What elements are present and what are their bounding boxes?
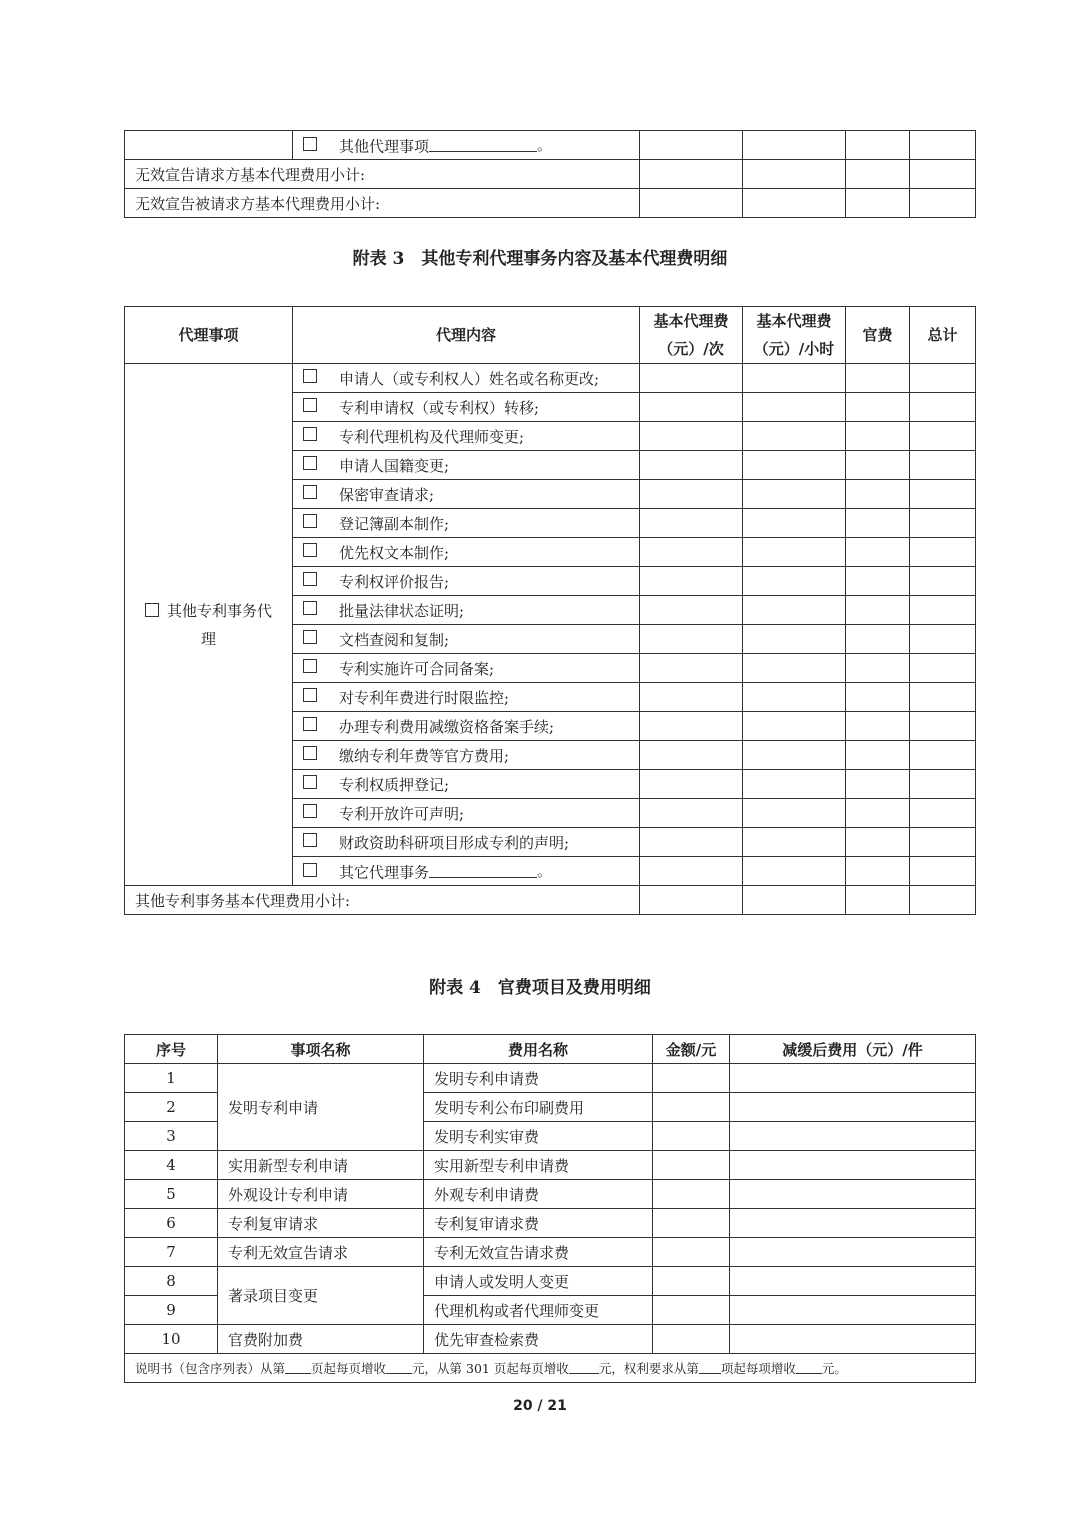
note-text: 说明书（包含序列表）从第 页起每页增收 元，从第 301 页起每页增收 元，权利要求从第 项起每项增收 元。 [125, 1354, 976, 1383]
table-row [125, 160, 976, 189]
reduced-fee-cell [730, 1151, 976, 1180]
item-label: 专利开放许可声明; [339, 804, 465, 823]
checkbox[interactable] [145, 603, 159, 617]
item-label: 申请人国籍变更; [339, 456, 450, 475]
appendix4-title: 附表 4 官费项目及费用明细 [429, 978, 651, 998]
blank-line [796, 1361, 822, 1374]
fee-name: 专利复审请求费 [424, 1209, 653, 1238]
content-cell: 其它代理事务 。 [293, 857, 640, 886]
amount-cell [653, 1180, 730, 1209]
note-row [125, 1354, 976, 1383]
appendix3-title: 附表 3 其他专利代理事务内容及基本代理费明细 [352, 249, 728, 269]
fee-name: 发明专利申请费 [424, 1064, 653, 1093]
checkbox[interactable] [303, 456, 317, 470]
checkbox[interactable] [303, 833, 317, 847]
checkbox[interactable] [303, 863, 317, 877]
content-cell [293, 364, 640, 393]
item-name: 专利无效宣告请求 [218, 1238, 424, 1267]
checkbox[interactable] [303, 717, 317, 731]
fee-name: 发明专利公布印刷费用 [424, 1093, 653, 1122]
item-label: 办理专利费用减缴资格备案手续; [339, 717, 555, 736]
item-label: 对专利年费进行时限监控; [339, 688, 510, 707]
reduced-fee-cell [730, 1238, 976, 1267]
reduced-fee-cell [730, 1064, 976, 1093]
header-no: 序号 [125, 1035, 218, 1064]
table-row [125, 189, 976, 218]
header-amount: 金额/元 [653, 1035, 730, 1064]
subtotal-label: 其他专利事务基本代理费用小计: [125, 886, 640, 915]
item-label: 财政资助科研项目形成专利的声明; [339, 833, 570, 852]
header-item-name: 事项名称 [218, 1035, 424, 1064]
header-item: 代理事项 [125, 307, 293, 364]
item-label: 专利代理机构及代理师变更; [339, 427, 525, 446]
item-name: 专利复审请求 [218, 1209, 424, 1238]
amount-cell [653, 1151, 730, 1180]
header-fee-name: 费用名称 [424, 1035, 653, 1064]
row-number: 7 [125, 1238, 218, 1267]
content-cell [293, 828, 640, 857]
invalidation-fee-table-fragment [124, 130, 976, 218]
content-cell [293, 538, 640, 567]
amount-cell [653, 1267, 730, 1296]
table-header-row [125, 1035, 976, 1064]
row-number: 6 [125, 1209, 218, 1238]
reduced-fee-cell [730, 1209, 976, 1238]
header-reduced-fee: 减缓后费用（元）/件 [730, 1035, 976, 1064]
content-cell [293, 393, 640, 422]
row-number: 1 [125, 1064, 218, 1093]
table-row [125, 1180, 976, 1209]
blank-line [429, 137, 537, 152]
amount-cell [653, 1064, 730, 1093]
fee-name: 代理机构或者代理师变更 [424, 1296, 653, 1325]
blank-line [429, 863, 537, 878]
amount-cell [653, 1296, 730, 1325]
row-number: 4 [125, 1151, 218, 1180]
item-name: 实用新型专利申请 [218, 1151, 424, 1180]
table-row [125, 364, 976, 393]
content-cell [293, 799, 640, 828]
checkbox[interactable] [303, 485, 317, 499]
amount-cell [653, 1122, 730, 1151]
item-label: 批量法律状态证明; [339, 601, 465, 620]
table-row [125, 886, 976, 915]
blank-line [699, 1361, 721, 1374]
group-label-cell: 其他专利事务代 理 [125, 364, 293, 886]
checkbox[interactable] [303, 572, 317, 586]
item-label: 其他代理事项 [339, 137, 430, 156]
table-row [125, 1267, 976, 1296]
amount-cell [653, 1238, 730, 1267]
item-label: 保密审查请求; [339, 485, 435, 504]
item-name: 外观设计专利申请 [218, 1180, 424, 1209]
subtotal-label: 无效宣告请求方基本代理费用小计: [125, 160, 640, 189]
row-number: 5 [125, 1180, 218, 1209]
item-label: 专利权质押登记; [339, 775, 450, 794]
checkbox[interactable] [303, 427, 317, 441]
row-number: 2 [125, 1093, 218, 1122]
table-row: 其他代理事项 。 [125, 131, 976, 160]
content-cell [293, 509, 640, 538]
table-header-row [125, 307, 976, 364]
amount-cell [653, 1209, 730, 1238]
checkbox[interactable] [303, 688, 317, 702]
row-number: 9 [125, 1296, 218, 1325]
checkbox[interactable] [303, 137, 317, 151]
row-number: 3 [125, 1122, 218, 1151]
content-cell [293, 625, 640, 654]
content-cell [293, 770, 640, 799]
content-cell [293, 596, 640, 625]
amount-cell [653, 1325, 730, 1354]
table-row [125, 1064, 976, 1093]
checkbox[interactable] [303, 746, 317, 760]
table-row [125, 1238, 976, 1267]
table-row [125, 1151, 976, 1180]
fee-name: 专利无效宣告请求费 [424, 1238, 653, 1267]
header-content: 代理内容 [293, 307, 640, 364]
content-cell [293, 567, 640, 596]
content-cell [293, 683, 640, 712]
reduced-fee-cell [730, 1296, 976, 1325]
reduced-fee-cell [730, 1122, 976, 1151]
reduced-fee-cell [730, 1325, 976, 1354]
appendix3-table [124, 306, 976, 915]
content-cell [293, 480, 640, 509]
checkbox[interactable] [303, 514, 317, 528]
item-label: 专利实施许可合同备案; [339, 659, 495, 678]
item-label: 其它代理事务 [339, 863, 430, 882]
checkbox[interactable] [303, 659, 317, 673]
table-row [125, 1209, 976, 1238]
header-total: 总计 [910, 307, 976, 364]
item-label: 优先权文本制作; [339, 543, 450, 562]
reduced-fee-cell [730, 1267, 976, 1296]
item-label: 缴纳专利年费等官方费用; [339, 746, 510, 765]
checkbox[interactable] [303, 398, 317, 412]
checkbox[interactable] [303, 369, 317, 383]
checkbox[interactable] [303, 543, 317, 557]
item-label: 专利权评价报告; [339, 572, 450, 591]
blank-line [386, 1361, 412, 1374]
subtotal-label: 无效宣告被请求方基本代理费用小计: [125, 189, 640, 218]
table-row [125, 1325, 976, 1354]
fee-name: 申请人或发明人变更 [424, 1267, 653, 1296]
content-cell [293, 712, 640, 741]
header-fee-per-hour: 基本代理费 （元）/小时 [743, 307, 846, 364]
content-cell [293, 422, 640, 451]
appendix4-table [124, 1034, 976, 1383]
header-official-fee: 官费 [846, 307, 910, 364]
blank-line [569, 1361, 599, 1374]
fee-name: 发明专利实审费 [424, 1122, 653, 1151]
row-number: 10 [125, 1325, 218, 1354]
checkbox[interactable] [303, 601, 317, 615]
item-label: 登记簿副本制作; [339, 514, 450, 533]
item-name: 著录项目变更 [218, 1267, 424, 1325]
header-fee-per-time: 基本代理费 （元）/次 [640, 307, 743, 364]
content-cell [293, 654, 640, 683]
content-cell [293, 451, 640, 480]
item-name: 官费附加费 [218, 1325, 424, 1354]
checkbox[interactable] [303, 775, 317, 789]
fee-name: 优先审查检索费 [424, 1325, 653, 1354]
checkbox[interactable] [303, 630, 317, 644]
fee-name: 外观专利申请费 [424, 1180, 653, 1209]
checkbox[interactable] [303, 804, 317, 818]
reduced-fee-cell [730, 1180, 976, 1209]
item-name: 发明专利申请 [218, 1064, 424, 1151]
fee-name: 实用新型专利申请费 [424, 1151, 653, 1180]
reduced-fee-cell [730, 1093, 976, 1122]
item-label: 专利申请权（或专利权）转移; [339, 398, 540, 417]
content-cell [293, 741, 640, 770]
page-number: 20 / 21 [513, 1398, 567, 1414]
row-number: 8 [125, 1267, 218, 1296]
amount-cell [653, 1093, 730, 1122]
item-label: 文档查阅和复制; [339, 630, 450, 649]
item-label: 申请人（或专利权人）姓名或名称更改; [339, 369, 600, 388]
blank-line [285, 1361, 311, 1374]
